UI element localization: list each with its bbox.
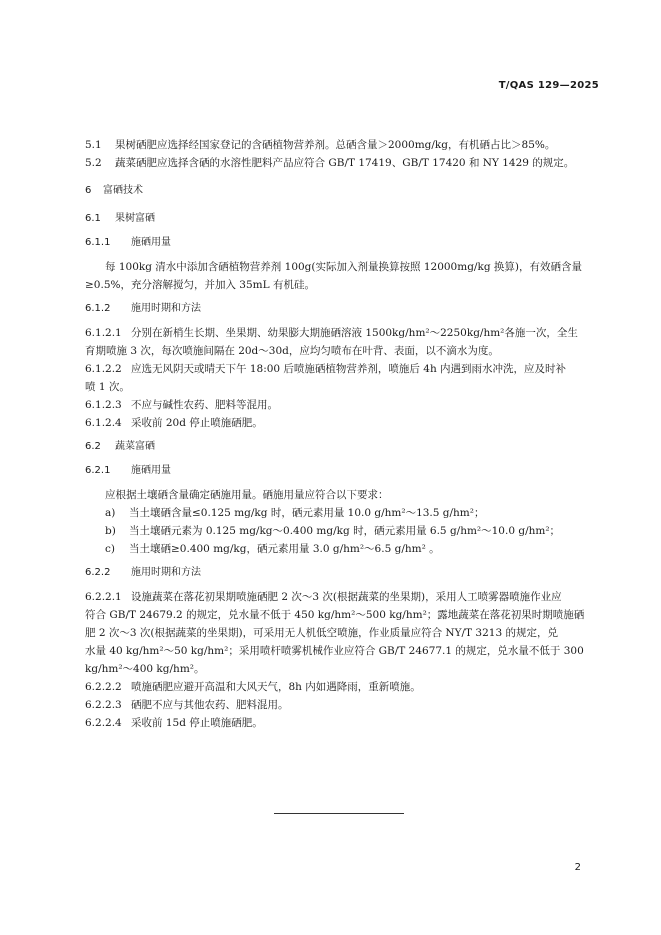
section-6-1-heading	[85, 210, 599, 228]
clause-6-1-2-3	[85, 396, 599, 414]
section-number: 6.1	[85, 213, 101, 224]
paragraph-line: kg/hm²～400 kg/hm²。	[85, 663, 205, 675]
paragraph-line: 每 100kg 清水中添加含硒植物营养剂 100g(实际加入剂量换算按照 12000mg/kg 换算)，有效硒含量	[105, 261, 582, 273]
list-item	[85, 504, 599, 522]
section-number: 6.2	[85, 441, 101, 452]
section-title: 果树富硒	[115, 213, 155, 224]
section-6-2-2-heading	[85, 564, 599, 582]
list-text: 当土壤硒含量≤0.125 mg/kg 时，硒元素用量 10.0 g/hm²～13.5 g/hm²；	[129, 507, 485, 519]
clause-6-1-2-2	[85, 360, 599, 378]
section-number: 6.2.2	[85, 567, 111, 578]
clause-number: 6.2.2.2	[85, 681, 122, 693]
clause-text: 应选无风阴天或晴天下午 18:00 后喷施硒植物营养剂，喷施后 4h 内遇到雨水冲洗，应及时补	[131, 363, 567, 375]
clause-number: 5.2	[85, 157, 102, 169]
section-6-2-heading	[85, 438, 599, 456]
list-marker: b)	[105, 525, 116, 537]
section-number: 6.1.2	[85, 303, 111, 314]
clause-text: 喷施硒肥应避开高温和大风天气，8h 内如遇降雨，重新喷施。	[131, 681, 421, 693]
page-content	[85, 136, 599, 732]
list-marker: a)	[105, 507, 116, 519]
clause-number: 5.1	[85, 139, 102, 151]
clause-text: 采收前 20d 停止喷施硒肥。	[131, 417, 263, 429]
paragraph-line: 水量 40 kg/hm²～50 kg/hm²；采用喷杆喷雾机械作业应符合 GB/T 24677.1 的规定，兑水量不低于 300	[85, 645, 584, 657]
page-number: 2	[574, 862, 581, 873]
section-6-2-1-heading	[85, 462, 599, 480]
clause-6-1-2-4	[85, 414, 599, 432]
section-title: 施硒用量	[131, 465, 171, 476]
paragraph-line: ≥0.5%，充分溶解搅匀，并加入 35mL 有机硅。	[85, 279, 315, 291]
list-item	[85, 522, 599, 540]
section-6-heading	[85, 182, 599, 200]
clause-text: 硒肥不应与其他农药、肥料混用。	[131, 699, 289, 711]
paragraph-line: 育期喷施 3 次，每次喷施间隔在 20d～30d，应均匀喷布在叶背、表面，以不滴水为度。	[85, 345, 499, 357]
clause-6-2-2-2	[85, 678, 599, 696]
paragraph-line: 应根据土壤硒含量确定硒施用量。硒施用量应符合以下要求：	[105, 489, 389, 501]
clause-number: 6.1.2.3	[85, 399, 122, 411]
document-id: T/QAS 129—2025	[498, 80, 599, 91]
section-number: 6	[85, 185, 92, 196]
list-text: 当土壤硒元素为 0.125 mg/kg～0.400 mg/kg 时，硒元素用量 6.5 g/hm²～10.0 g/hm²；	[129, 525, 561, 537]
clause-number: 6.1.2.4	[85, 417, 122, 429]
clause-text: 分别在新梢生长期、坐果期、幼果膨大期施硒溶液 1500kg/hm²～2250kg/hm²各施一次，全生	[131, 327, 578, 339]
clause-number: 6.1.2.2	[85, 363, 122, 375]
clause-text: 果树硒肥应选择经国家登记的含硒植物营养剂。总硒含量＞2000mg/kg，有机硒占比＞85%。	[115, 139, 556, 151]
end-of-document-rule	[274, 813, 404, 814]
clause-5-1	[85, 136, 599, 154]
paragraph-line: 符合 GB/T 24679.2 的规定，兑水量不低于 450 kg/hm²～500 kg/hm²；露地蔬菜在落花初果时期喷施硒	[85, 609, 585, 621]
clause-6-2-2-1	[85, 588, 599, 606]
section-title: 施硒用量	[131, 237, 171, 248]
clause-6-2-2-4	[85, 714, 599, 732]
paragraph-line: 肥 2 次～3 次(根据蔬菜的坐果期)，可采用无人机低空喷施，作业质量应符合 NY/T 3213 的规定，兑	[85, 627, 558, 639]
clause-text: 不应与碱性农药、肥料等混用。	[131, 399, 278, 411]
section-title: 施用时期和方法	[131, 567, 201, 578]
list-marker: c)	[105, 543, 115, 555]
clause-5-2	[85, 154, 599, 172]
section-number: 6.1.1	[85, 237, 111, 248]
clause-number: 6.2.2.3	[85, 699, 122, 711]
clause-number: 6.1.2.1	[85, 327, 122, 339]
section-title: 蔬菜富硒	[115, 441, 155, 452]
clause-text: 设施蔬菜在落花初果期喷施硒肥 2 次～3 次(根据蔬菜的坐果期)，采用人工喷雾器喷施作业应	[131, 591, 562, 603]
paragraph-line: 喷 1 次。	[85, 381, 130, 393]
clause-6-2-2-3	[85, 696, 599, 714]
clause-text: 蔬菜硒肥应选择含硒的水溶性肥料产品应符合 GB/T 17419、GB/T 17420 和 NY 1429 的规定。	[115, 157, 575, 169]
section-title: 富硒技术	[103, 185, 143, 196]
section-6-1-1-heading	[85, 234, 599, 252]
section-number: 6.2.1	[85, 465, 111, 476]
list-text: 当土壤硒≥0.400 mg/kg，硒元素用量 3.0 g/hm²～6.5 g/hm² 。	[129, 543, 440, 555]
clause-text: 采收前 15d 停止喷施硒肥。	[131, 717, 263, 729]
section-6-1-2-heading	[85, 300, 599, 318]
clause-6-1-2-1	[85, 324, 599, 342]
list-item	[85, 540, 599, 558]
clause-number: 6.2.2.4	[85, 717, 122, 729]
clause-number: 6.2.2.1	[85, 591, 122, 603]
section-title: 施用时期和方法	[131, 303, 201, 314]
